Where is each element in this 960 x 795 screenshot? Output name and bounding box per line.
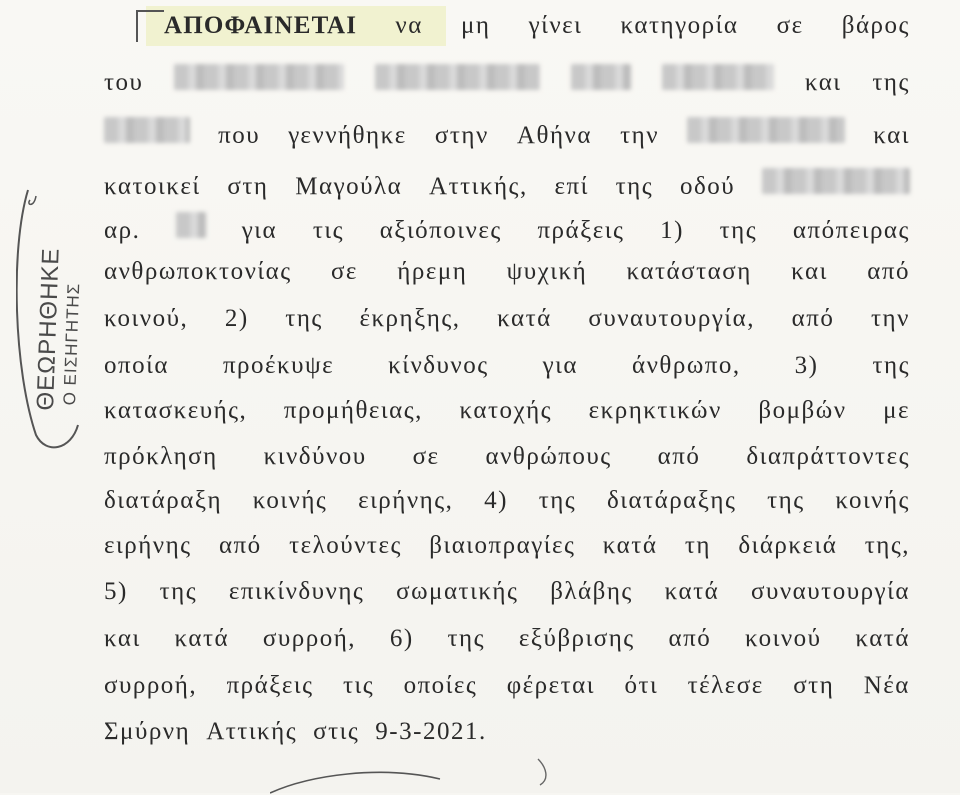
- word: 2): [224, 305, 249, 332]
- word: βάρος: [841, 12, 910, 39]
- word: της: [447, 625, 486, 652]
- text-line: [104, 212, 910, 245]
- word: στη: [227, 173, 269, 200]
- redacted-name: [662, 64, 774, 90]
- word: στις: [313, 718, 360, 745]
- word: επί: [554, 173, 589, 200]
- word: πράξεις: [537, 217, 625, 244]
- text-line: [104, 305, 910, 333]
- word: κινδύνου: [263, 443, 367, 470]
- word: οδού: [679, 173, 736, 200]
- redacted-name: [375, 64, 540, 90]
- word: πράξεις: [226, 672, 314, 699]
- word: ψυχική: [506, 258, 588, 285]
- text-line: [104, 443, 910, 471]
- word: σε: [776, 12, 804, 39]
- word: αρ.: [104, 217, 141, 244]
- signature-stroke-icon: [270, 735, 570, 795]
- word: συρροή,: [104, 672, 198, 699]
- word: με: [883, 397, 910, 424]
- word: διάρκειά: [738, 532, 838, 559]
- text-line: [104, 258, 910, 286]
- word: κατά: [664, 578, 720, 605]
- text-line: [104, 117, 910, 150]
- word: 1): [660, 217, 684, 244]
- word: τις: [342, 672, 375, 699]
- word: από: [668, 625, 712, 652]
- word: Μαγούλα: [295, 173, 403, 200]
- redacted-street: [762, 168, 910, 194]
- word: γίνει: [528, 12, 583, 39]
- redacted-name: [104, 117, 190, 143]
- word: απόπειρας: [792, 217, 910, 244]
- redacted-name: [174, 64, 344, 90]
- word: διατάραξη: [104, 487, 223, 514]
- word: ανθρωποκτονίας: [104, 258, 292, 285]
- word: Αττικής,: [429, 173, 528, 200]
- word: της: [767, 487, 805, 514]
- word: οποία: [104, 352, 169, 379]
- word: της: [538, 487, 577, 514]
- word: εκρηκτικών: [588, 397, 722, 424]
- word: 6): [389, 625, 414, 652]
- word: κατά: [497, 305, 552, 332]
- word: και: [804, 69, 842, 96]
- word: σε: [330, 258, 358, 285]
- word: ότι: [624, 672, 659, 699]
- text-line: [104, 625, 910, 653]
- word: βομβών: [758, 397, 847, 424]
- word: προέκυψε: [222, 352, 335, 379]
- text-line: [104, 397, 910, 425]
- word: κοινού,: [104, 305, 189, 332]
- word: έκρηξης,: [359, 305, 461, 332]
- word: συναυτουργία: [751, 578, 910, 605]
- word: που: [218, 122, 261, 149]
- text-line: [104, 532, 910, 560]
- word: κατά: [174, 625, 230, 652]
- word: Σμύρνη: [104, 718, 191, 745]
- word: τη: [684, 532, 711, 559]
- stamp-line-2: Ο ΕΙΣΗΓΗΤΗΣ: [60, 282, 84, 406]
- word: 3): [794, 352, 819, 379]
- word: για: [542, 352, 578, 379]
- word: ήρεμη: [397, 258, 468, 285]
- word: σε: [412, 443, 440, 470]
- word: για: [241, 217, 278, 244]
- word: την: [620, 122, 660, 149]
- word: και: [791, 258, 828, 285]
- text-line: [104, 578, 910, 606]
- word: της: [159, 578, 198, 605]
- text-line: [104, 672, 910, 700]
- word: φέρεται: [506, 672, 596, 699]
- word: οποίες: [403, 672, 478, 699]
- word: Αθήνα: [516, 122, 592, 149]
- word: προμήθειας,: [283, 397, 423, 424]
- text-line: [164, 12, 910, 40]
- word: σωματικής: [396, 578, 519, 605]
- word: κοινής: [835, 487, 910, 514]
- word: κίνδυνος: [388, 352, 489, 379]
- word: του: [104, 69, 144, 96]
- redacted-name: [571, 64, 631, 90]
- corner-mark: [136, 10, 164, 42]
- word: συναυτουργία,: [588, 305, 755, 332]
- approval-stamp: [16, 170, 86, 455]
- redacted-number: [176, 212, 206, 238]
- word: κοινού: [745, 625, 822, 652]
- heading-word: ΑΠΟΦΑΙΝΕΤΑΙ: [164, 12, 358, 39]
- word: 5): [104, 578, 128, 605]
- text-line: [104, 168, 910, 201]
- word: στην: [434, 122, 489, 149]
- word: κατάσταση: [626, 258, 752, 285]
- word: συρροή,: [262, 625, 357, 652]
- text-line: [104, 487, 910, 515]
- word: 9-3-2021.: [375, 718, 487, 745]
- word: κατά: [602, 532, 658, 559]
- word: και: [873, 122, 910, 149]
- word: ειρήνης: [104, 532, 192, 559]
- word: από: [791, 305, 835, 332]
- word: βλάβης: [550, 578, 633, 605]
- word: Αττικής: [206, 718, 298, 745]
- word: τελούντες: [289, 532, 402, 559]
- word: εξύβρισης: [518, 625, 635, 652]
- word: στη: [793, 672, 835, 699]
- word: της: [872, 352, 910, 379]
- word: από: [657, 443, 701, 470]
- word: κατά: [855, 625, 910, 652]
- word: κατοχής: [459, 397, 553, 424]
- word: κοινής: [252, 487, 328, 514]
- word: ειρήνης,: [358, 487, 454, 514]
- word: της: [285, 305, 323, 332]
- word: της: [719, 217, 758, 244]
- word: πρόκληση: [104, 443, 218, 470]
- word: της: [615, 173, 654, 200]
- word: της,: [864, 532, 910, 559]
- text-line: [104, 64, 910, 97]
- word: από: [867, 258, 910, 285]
- word: 4): [484, 487, 508, 514]
- stamp-line-1: ΘΕΩΡΗΘΗΚΕ: [32, 247, 65, 411]
- word: αξιόποινες: [379, 217, 502, 244]
- word: κατοικεί: [104, 173, 201, 200]
- word: διατάραξης: [606, 487, 737, 514]
- word: να: [395, 12, 423, 39]
- word: τέλεσε: [687, 672, 764, 699]
- word: γεννήθηκε: [288, 122, 407, 149]
- word: της: [872, 69, 910, 96]
- word: διαπράττοντες: [746, 443, 910, 470]
- text-line: [104, 352, 910, 380]
- word: επικίνδυνης: [228, 578, 365, 605]
- word: από: [218, 532, 262, 559]
- word: μη: [460, 12, 491, 39]
- word: κατηγορία: [620, 12, 739, 39]
- redacted-date: [687, 117, 845, 143]
- word: βιαιοπραγίες: [429, 532, 576, 559]
- word: και: [104, 625, 141, 652]
- word: τις: [312, 217, 344, 244]
- word: άνθρωπο,: [631, 352, 741, 379]
- word: ανθρώπους: [485, 443, 612, 470]
- word: Νέα: [863, 672, 910, 699]
- word: κατασκευής,: [104, 397, 248, 424]
- word: την: [870, 305, 910, 332]
